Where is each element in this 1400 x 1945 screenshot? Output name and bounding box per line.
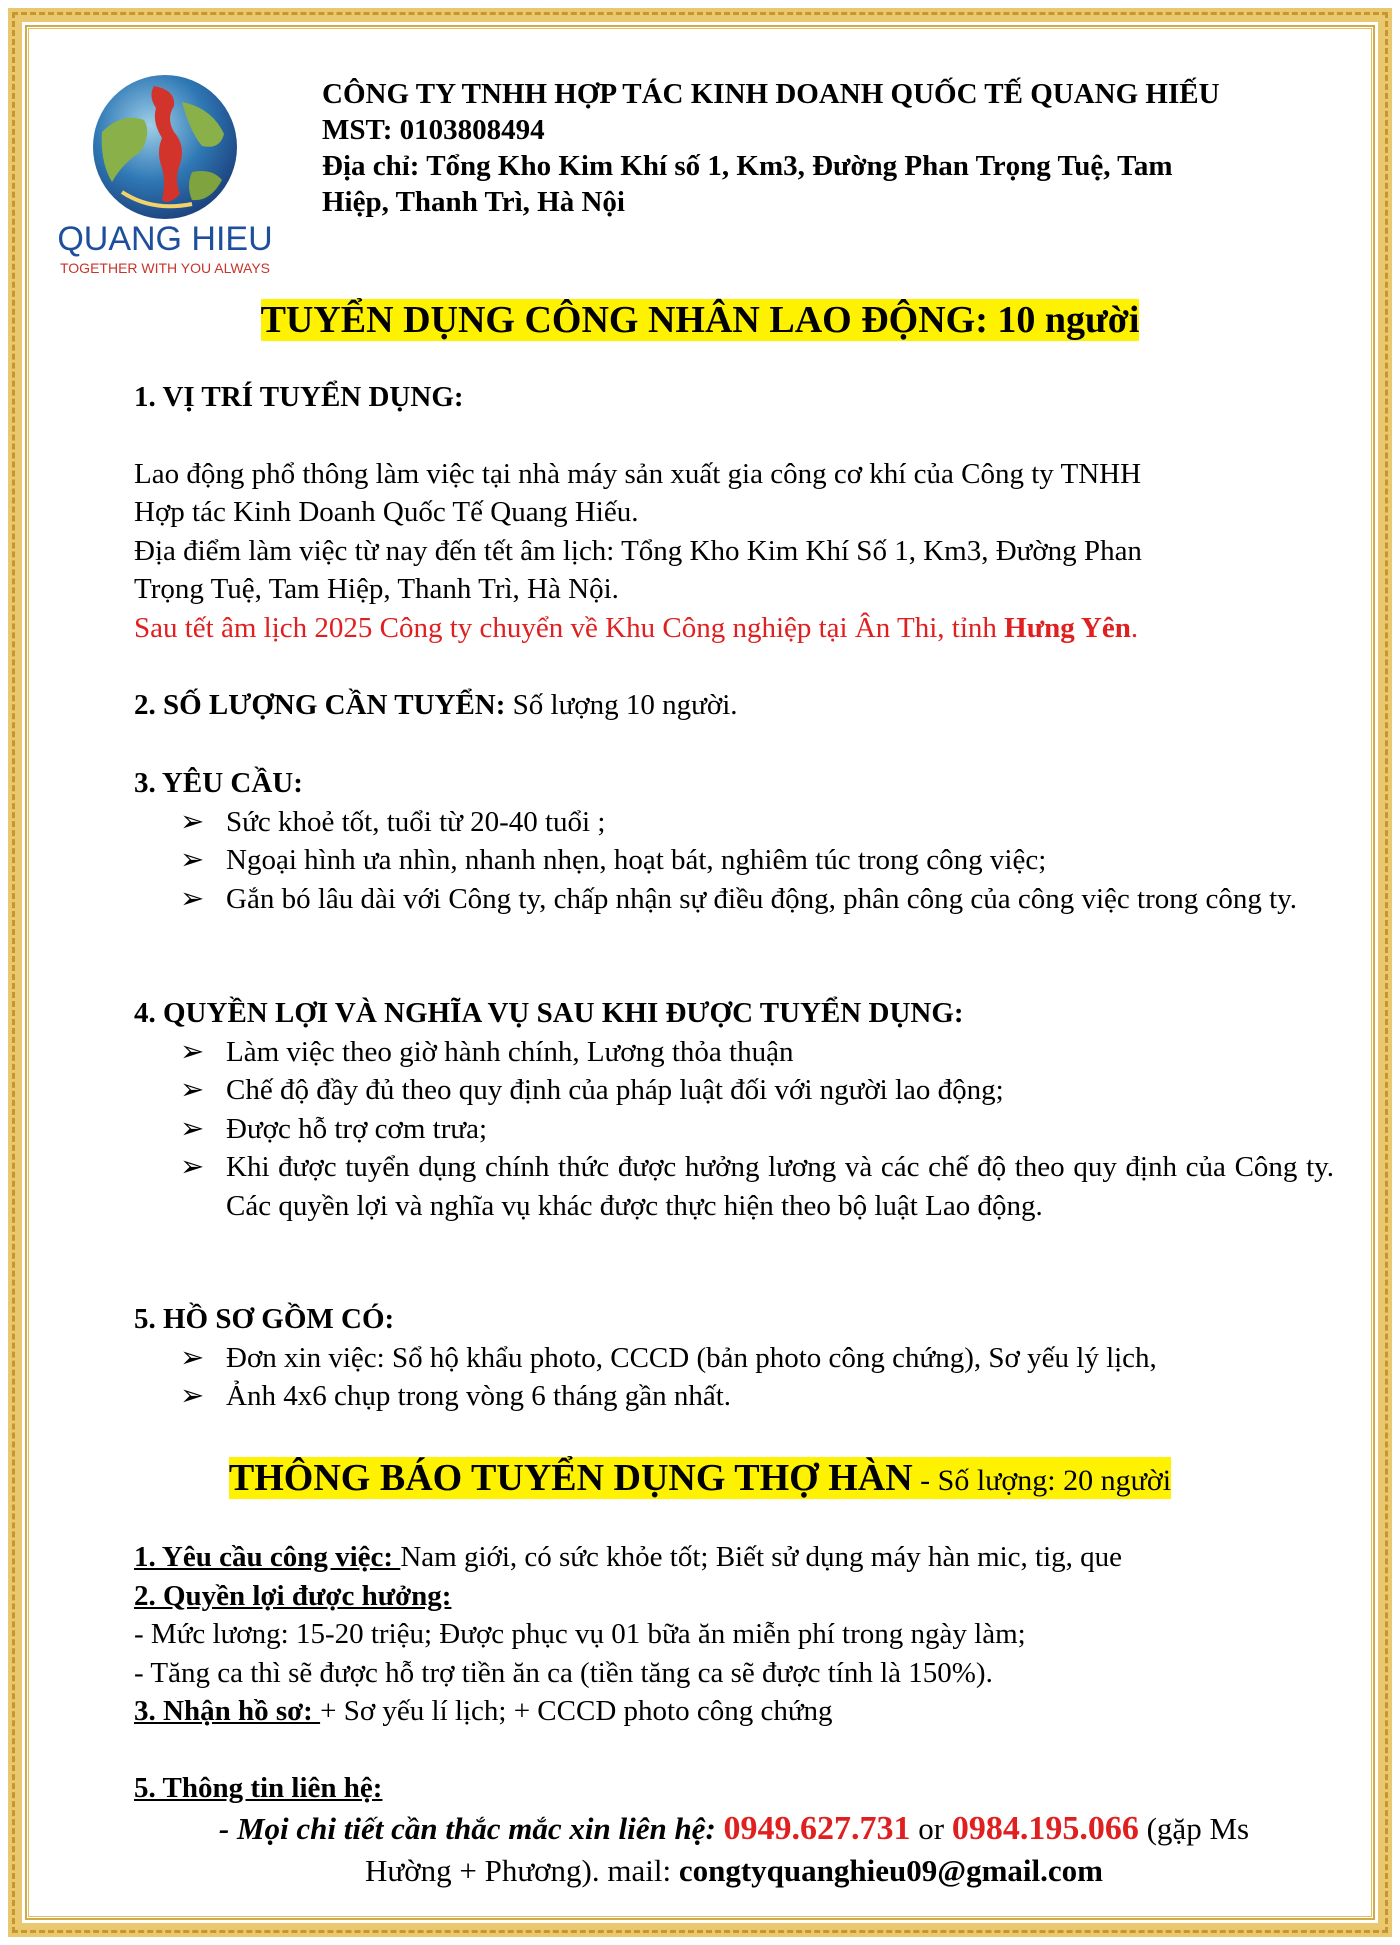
welder-documents (134, 1692, 1334, 1731)
section-documents-heading: 5. HỒ SƠ GỒM CÓ: (134, 1303, 395, 1335)
arrow-bullet-icon: ➢ (180, 882, 205, 915)
section-documents (134, 1300, 1334, 1416)
contact-lead: - Mọi chi tiết cần thắc mắc xin liên hệ: (218, 1811, 724, 1846)
logo-name: QUANG HIEU (57, 220, 273, 258)
contact-after: (gặp Ms (1138, 1811, 1250, 1846)
welder-benefits-label: 2. Quyền lợi được hưởng: (134, 1579, 452, 1612)
company-header (322, 76, 1322, 220)
company-tax-code: MST: 0103808494 (322, 114, 545, 146)
logo-tagline: TOGETHER WITH YOU ALWAYS (59, 260, 271, 276)
welder-title-text: THÔNG BÁO TUYỂN DỤNG THỢ HÀN (228, 1457, 913, 1499)
welder-documents-label: 3. Nhận hồ sơ: (134, 1695, 321, 1727)
arrow-bullet-icon: ➢ (180, 1380, 205, 1412)
company-address-line2: Hiệp, Thanh Trì, Hà Nội (322, 186, 625, 218)
list-item: ➢ Làm việc theo giờ hành chính, Lương thỏa thuận (134, 1033, 1334, 1072)
relocation-notice (134, 609, 1334, 648)
recruitment-title-text: TUYỂN DỤNG CÔNG NHÂN LAO ĐỘNG: 10 người (260, 299, 1140, 341)
contact-line2 (134, 1850, 1334, 1892)
position-paragraph-line2: Hợp tác Kinh Doanh Quốc Tế Quang Hiếu. (134, 496, 639, 528)
relocation-text: Sau tết âm lịch 2025 Công ty chuyển về Khu Công nghiệp tại Ân Thi, tỉnh (134, 611, 1005, 644)
arrow-bullet-icon: ➢ (180, 1074, 205, 1106)
recruitment-title (0, 296, 1400, 344)
list-item: ➢ Chế độ đầy đủ theo quy định của pháp luật đối với người lao động; (134, 1071, 1334, 1110)
section-welder (134, 1538, 1334, 1807)
section-quantity (134, 686, 1334, 725)
list-item: ➢ Ảnh 4x6 chụp trong vòng 6 tháng gần nhất. (134, 1377, 1334, 1416)
welder-title-highlight (229, 1457, 1171, 1499)
contact-block (134, 1808, 1334, 1892)
arrow-bullet-icon: ➢ (180, 1341, 205, 1374)
section-requirements-heading: 3. YÊU CẦU: (134, 767, 303, 799)
section-requirements (134, 764, 1334, 918)
contact-or: or (910, 1811, 952, 1846)
contact-line1 (134, 1808, 1334, 1850)
arrow-bullet-icon: ➢ (180, 1151, 205, 1183)
welder-title (0, 1454, 1400, 1505)
contact-phone-1[interactable]: 0949.627.731 (723, 1810, 911, 1847)
contact-names: Hường + Phương). mail: (365, 1853, 679, 1888)
globe-icon (82, 72, 248, 222)
arrow-bullet-icon: ➢ (180, 844, 205, 876)
list-item: ➢ Đơn xin việc: Sổ hộ khẩu photo, CCCD (bản photo công chứng), Sơ yếu lý lịch, (134, 1339, 1334, 1378)
section-quantity-heading: 2. SỐ LƯỢNG CẦN TUYỂN: (134, 689, 506, 721)
welder-benefit-2: - Tăng ca thì sẽ được hỗ trợ tiền ăn ca (tiền tăng ca sẽ được tính là 150%). (134, 1656, 993, 1689)
arrow-bullet-icon: ➢ (180, 1035, 205, 1068)
section-position-heading: 1. VỊ TRÍ TUYỂN DỤNG: (134, 381, 464, 413)
section-benefits-heading: 4. QUYỀN LỢI VÀ NGHĨA VỤ SAU KHI ĐƯỢC TUYỂN DỤNG: (134, 997, 964, 1029)
list-item: ➢ Gắn bó lâu dài với Công ty, chấp nhận sự điều động, phân công của công việc trong công ty. (134, 880, 1334, 919)
section-benefits (134, 994, 1334, 1225)
position-paragraph-line1: Lao động phổ thông làm việc tại nhà máy sản xuất gia công cơ khí của Công ty TNHH (134, 457, 1142, 490)
welder-documents-text: + Sơ yếu lí lịch; + CCCD photo công chứng (320, 1695, 833, 1727)
welder-requirements-label: 1. Yêu cầu công việc: (134, 1541, 401, 1573)
section-position (134, 378, 1334, 647)
list-item: ➢ Được hỗ trợ cơm trưa; (134, 1110, 1334, 1149)
welder-title-quantity: - Số lượng: 20 người (912, 1464, 1172, 1497)
location-paragraph-line1: Địa điểm làm việc từ nay đến tết âm lịch: Tổng Kho Kim Khí Số 1, Km3, Đường Phan (134, 534, 1142, 567)
contact-phone-2[interactable]: 0984.195.066 (951, 1810, 1139, 1847)
location-paragraph-line2: Trọng Tuệ, Tam Hiệp, Thanh Trì, Hà Nội. (134, 573, 619, 605)
welder-benefit-1: - Mức lương: 15-20 triệu; Được phục vụ 01 bữa ăn miễn phí trong ngày làm; (134, 1618, 1026, 1650)
company-logo (40, 72, 290, 282)
welder-requirements-text: Nam giới, có sức khỏe tốt; Biết sử dụng máy hàn mic, tig, que (400, 1541, 1123, 1573)
arrow-bullet-icon: ➢ (180, 1112, 205, 1145)
list-item: ➢ Khi được tuyển dụng chính thức được hưởng lương và các chế độ theo quy định của Công ty. Các quyền lợi và nghĩa vụ khác được thực hiện theo bộ luật Lao động. (134, 1148, 1334, 1225)
company-address-line1: Địa chỉ: Tổng Kho Kim Khí số 1, Km3, Đường Phan Trọng Tuệ, Tam (322, 150, 1173, 182)
list-item: ➢ Ngoại hình ưa nhìn, nhanh nhẹn, hoạt bát, nghiêm túc trong công việc; (134, 841, 1334, 880)
contact-info-label: 5. Thông tin liên hệ: (134, 1771, 383, 1804)
arrow-bullet-icon: ➢ (180, 805, 205, 838)
contact-email[interactable]: congtyquanghieu09@gmail.com (678, 1853, 1103, 1888)
list-item: ➢ Sức khoẻ tốt, tuổi từ 20-40 tuổi ; (134, 803, 1334, 842)
welder-requirements (134, 1538, 1334, 1577)
relocation-province: Hưng Yên (1004, 611, 1131, 644)
section-quantity-text: Số lượng 10 người. (505, 689, 738, 721)
company-name: CÔNG TY TNHH HỢP TÁC KINH DOANH QUỐC TẾ QUANG HIẾU (322, 78, 1220, 110)
relocation-end: . (1130, 611, 1139, 644)
